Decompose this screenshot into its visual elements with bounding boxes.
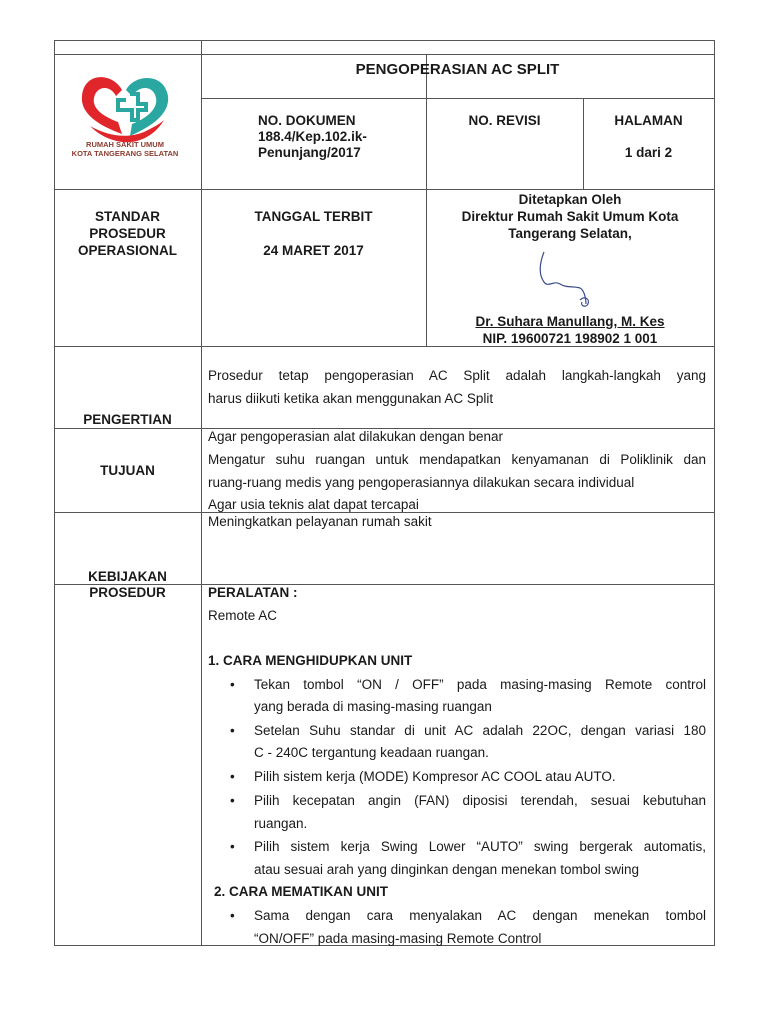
halaman-value: 1 dari 2: [624, 145, 673, 160]
list-item-cont: C - 240C tergantung keadaan ruangan.: [254, 745, 489, 760]
director-nip: NIP. 19600721 198902 1 001: [482, 331, 658, 346]
table-rule: [54, 54, 714, 55]
spo-label-3: OPERASIONAL: [77, 243, 177, 258]
table-border-right: [714, 40, 715, 946]
ditetapkan-line-1: Ditetapkan Oleh: [518, 192, 622, 207]
bullet-icon: •: [230, 677, 235, 692]
logo-text-line1: RUMAH SAKIT UMUM: [86, 140, 164, 149]
spo-label-1: STANDAR: [95, 209, 160, 224]
bullet-icon: •: [230, 793, 235, 808]
list-item-text: Tekan tombol “ON / OFF” pada masing-masing Remote control: [254, 677, 706, 692]
bullet-icon: •: [230, 839, 235, 854]
table-border-left: [54, 40, 55, 946]
section-1-heading: 1. CARA MENGHIDUPKAN UNIT: [208, 653, 413, 668]
table-border-top: [54, 40, 714, 41]
bullet-icon: •: [230, 723, 235, 738]
list-item: [230, 768, 706, 785]
kebijakan-label: KEBIJAKAN: [88, 569, 167, 584]
table-rule: [201, 40, 202, 946]
prosedur-label: PROSEDUR: [89, 585, 166, 600]
table-rule: [54, 189, 714, 190]
no-dokumen-value-2: Penunjang/2017: [258, 145, 361, 160]
section-2-heading: 2. CARA MEMATIKAN UNIT: [214, 884, 388, 899]
tujuan-line-3: ruang-ruang medis yang pengoperasiannya dilakukan secara individual: [208, 475, 635, 490]
ditetapkan-line-3: Tangerang Selatan,: [508, 226, 632, 241]
list-item: [230, 676, 706, 693]
spo-label-2: PROSEDUR: [89, 226, 166, 241]
tanggal-terbit-value: 24 MARET 2017: [263, 243, 364, 258]
pengertian-label: PENGERTIAN: [83, 412, 172, 427]
pengertian-line-1: Prosedur tetap pengoperasian AC Split adalah langkah-langkah yang: [208, 368, 706, 383]
list-item-text: Pilih sistem kerja (MODE) Kompresor AC COOL atau AUTO.: [254, 769, 616, 784]
list-item: [230, 722, 706, 739]
signature: [530, 248, 610, 310]
tujuan-line-4: Agar usia teknis alat dapat tercapai: [208, 497, 419, 512]
bullet-icon: •: [230, 769, 235, 784]
bullet-icon: •: [230, 908, 235, 923]
no-revisi-label: NO. REVISI: [468, 113, 541, 128]
peralatan-item: Remote AC: [208, 608, 278, 623]
list-item: [230, 792, 706, 809]
director-name: Dr. Suhara Manullang, M. Kes: [475, 314, 665, 329]
tujuan-label: TUJUAN: [100, 463, 155, 478]
list-item-cont: ruangan.: [254, 816, 308, 831]
list-item: [230, 838, 706, 855]
list-item-text: Pilih kecepatan angin (FAN) diposisi terendah, sesuai kebutuhan: [254, 793, 706, 808]
peralatan-heading: PERALATAN :: [208, 585, 298, 600]
list-item: [230, 907, 706, 924]
heart-left-shape: [82, 77, 122, 134]
list-item-text: Pilih sistem kerja Swing Lower “AUTO” swing bergerak automatis,: [254, 839, 706, 854]
kebijakan-line-1: Meningkatkan pelayanan rumah sakit: [208, 514, 432, 529]
document-title: PENGOPERASIAN AC SPLIT: [355, 61, 560, 78]
no-dokumen-value-1: 188.4/Kep.102.ik-: [258, 129, 367, 144]
table-rule: [201, 98, 714, 99]
ditetapkan-line-2: Direktur Rumah Sakit Umum Kota: [461, 209, 679, 224]
logo-text-line2: KOTA TANGERANG SELATAN: [71, 149, 179, 158]
list-item-text: Sama dengan cara menyalakan AC dengan menekan tombol: [254, 908, 706, 923]
pengertian-line-2: harus diikuti ketika akan menggunakan AC Split: [208, 391, 494, 406]
list-item-cont: “ON/OFF” pada masing-masing Remote Control: [254, 931, 542, 946]
tanggal-terbit-label: TANGGAL TERBIT: [254, 209, 373, 224]
no-dokumen-label: NO. DOKUMEN: [258, 113, 356, 128]
list-item-cont: yang berada di masing-masing ruangan: [254, 699, 492, 714]
list-item-cont: atau sesuai arah yang dinginkan dengan menekan tombol swing: [254, 862, 640, 877]
list-item-text: Setelan Suhu standar di unit AC adalah 22OC, dengan variasi 180: [254, 723, 706, 738]
tujuan-line-2: Mengatur suhu ruangan untuk mendapatkan kenyamanan di Poliklinik dan: [208, 452, 706, 467]
tujuan-line-1: Agar pengoperasian alat dilakukan dengan benar: [208, 429, 503, 444]
halaman-label: HALAMAN: [614, 113, 683, 128]
